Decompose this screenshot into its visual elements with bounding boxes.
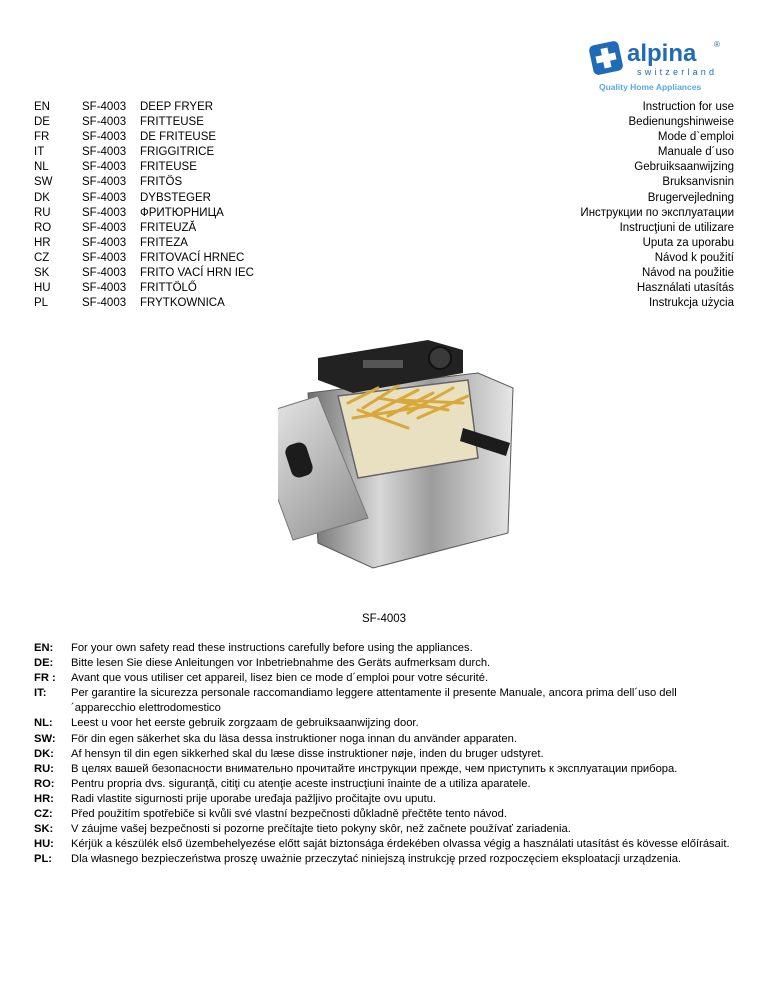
safety-note	[34, 837, 734, 852]
product-name: ФРИТЮРНИЦА	[140, 206, 224, 219]
note-text: Per garantire la sicurezza personale raccomandiamo leggere attentamente il presente Manuale, ancora prima dell´uso dell´apparecchio elettrodomestico	[71, 687, 677, 715]
safety-note	[34, 792, 734, 807]
note-language-code: HU:	[34, 838, 54, 851]
note-text: Leest u voor het eerste gebruik zorgzaam de gebruiksaanwijzing door.	[71, 717, 419, 730]
language-code: IT	[34, 146, 45, 159]
language-code: PL	[34, 297, 49, 310]
manual-title: Инструкции по эксплуатации	[580, 206, 734, 219]
model-number: SF-4003	[82, 146, 127, 159]
manual-title: Bruksanvisnin	[662, 176, 734, 189]
brand-name: alpina	[627, 40, 697, 67]
product-name: FRITEUZĂ	[140, 221, 197, 234]
model-number: SF-4003	[82, 236, 127, 249]
safety-note	[34, 852, 734, 867]
note-text: Dla własnego bezpieczeństwa proszę uważnie przeczytać niniejszą instrukcję przed rozpoczęciem eksploatacji urządzenia.	[71, 853, 682, 866]
model-number: SF-4003	[82, 161, 127, 174]
product-name: FRITO VACÍ HRN IEC	[140, 267, 254, 280]
manual-title: Brugervejledning	[647, 191, 734, 204]
language-code: SK	[34, 267, 50, 280]
safety-note	[34, 732, 734, 747]
language-code: RU	[34, 206, 51, 219]
safety-note	[34, 686, 734, 716]
safety-note	[34, 747, 734, 762]
safety-note	[34, 822, 734, 837]
registered-mark: ®	[714, 40, 720, 49]
manual-title: Instrucţiuni de utilizare	[619, 221, 734, 234]
model-number: SF-4003	[82, 176, 127, 189]
language-code: SW	[34, 176, 53, 189]
model-number: SF-4003	[82, 116, 127, 129]
safety-note	[34, 641, 734, 656]
note-text: В целях вашей безопасности внимательно прочитайте инструкции прежде, чем приступить к эксплуатации прибора.	[71, 762, 678, 775]
safety-note	[34, 671, 734, 686]
language-row	[34, 100, 734, 115]
product-name: DE FRITEUSE	[140, 131, 217, 144]
safety-note	[34, 777, 734, 792]
manual-title: Instruction for use	[642, 101, 734, 113]
note-language-code: CZ:	[34, 808, 53, 821]
note-text: For your own safety read these instructions carefully before using the appliances.	[71, 642, 473, 654]
language-row	[34, 130, 734, 145]
language-row	[34, 296, 734, 311]
brand-sub: switzerland	[637, 67, 718, 77]
language-row	[34, 115, 734, 130]
model-number: SF-4003	[82, 131, 127, 144]
language-code: FR	[34, 131, 50, 144]
language-row	[34, 281, 734, 296]
manual-title: Bedienungshinweise	[628, 116, 734, 129]
note-language-code: FR :	[34, 672, 56, 685]
note-language-code: DK:	[34, 747, 54, 760]
note-text: Af hensyn til din egen sikkerhed skal du læse disse instruktioner nøje, inden du bruger udstyret.	[71, 747, 544, 760]
note-text: Radi vlastite sigurnosti prije uporabe uređaja pažljivo pročitajte ovu uputu.	[71, 792, 437, 805]
language-table	[34, 100, 734, 311]
manual-title: Instrukcja użycia	[648, 297, 734, 310]
model-number: SF-4003	[82, 251, 127, 264]
language-row	[34, 206, 734, 221]
language-row	[34, 251, 734, 266]
language-code: CZ	[34, 251, 50, 264]
note-language-code: NL:	[34, 717, 53, 730]
model-number: SF-4003	[82, 297, 127, 310]
manual-title: Návod k použití	[654, 251, 734, 264]
safety-note	[34, 716, 734, 731]
model-number: SF-4003	[82, 206, 127, 219]
note-language-code: SK:	[34, 823, 54, 836]
safety-notes	[34, 641, 734, 867]
swiss-cross-icon	[588, 40, 624, 76]
note-text: Před použitím spotřebiče si kvůli své vlastní bezpečnosti důkladně přečtěte tento návod.	[71, 808, 507, 821]
product-name: FRITTEUSE	[140, 116, 204, 129]
note-text: V záujme vašej bezpečnosti si pozorne prečítajte tieto pokyny skôr, než začnete používať zariadenia.	[71, 823, 571, 836]
language-code: EN	[34, 101, 50, 113]
language-code: HR	[34, 236, 51, 249]
language-code: NL	[34, 161, 49, 174]
note-text: För din egen säkerhet ska du läsa dessa instruktioner noga innan du använder apparaten.	[71, 732, 517, 745]
language-code: DE	[34, 116, 50, 129]
language-code: HU	[34, 282, 51, 295]
language-row	[34, 191, 734, 206]
safety-note	[34, 656, 734, 671]
manual-title: Manuale d´uso	[657, 146, 734, 159]
language-row	[34, 266, 734, 281]
product-name: FRIGGITRICE	[140, 146, 215, 159]
safety-note	[34, 762, 734, 777]
language-row	[34, 145, 734, 160]
note-language-code: DE:	[34, 657, 54, 670]
model-number: SF-4003	[82, 267, 127, 280]
language-row	[34, 236, 734, 251]
note-language-code: EN:	[34, 642, 54, 654]
note-text: Kérjük a készülék első üzembehelyezése előtt saját biztonsága érdekében olvassa végig a használati utasítást és kövesse előírásait.	[71, 838, 730, 851]
language-code: DK	[34, 191, 50, 204]
note-language-code: HR:	[34, 792, 54, 805]
product-name: FRITEZA	[140, 236, 188, 249]
product-name: FRYTKOWNICA	[140, 297, 225, 310]
note-language-code: RU:	[34, 762, 54, 775]
language-row	[34, 175, 734, 190]
note-language-code: SW:	[34, 732, 56, 745]
note-text: Avant que vous utiliser cet appareil, lisez bien ce mode d´emploi pour votre sécurité.	[71, 672, 489, 685]
product-caption: SF-4003	[361, 613, 407, 625]
language-row	[34, 221, 734, 236]
note-language-code: PL:	[34, 853, 53, 866]
product-name: FRITOVACÍ HRNEC	[140, 251, 245, 264]
product-name: FRITTÖLŐ	[140, 282, 197, 295]
product-name: FRITÖS	[140, 176, 183, 189]
note-language-code: IT:	[34, 687, 47, 700]
note-text: Bitte lesen Sie diese Anleitungen vor Inbetriebnahme des Geräts aufmerksam durch.	[71, 657, 491, 670]
brand-tagline: Quality Home Appliances	[599, 82, 702, 92]
model-number: SF-4003	[82, 282, 127, 295]
product-name: DEEP FRYER	[140, 101, 214, 113]
manual-title: Uputa za uporabu	[642, 236, 734, 249]
language-code: RO	[34, 221, 52, 234]
note-text: Pentru propria dvs. siguranţă, citiţi cu atenţie aceste instrucţiuni înainte de a utiliza aparatele.	[71, 777, 531, 790]
note-language-code: RO:	[34, 777, 55, 790]
language-row	[34, 160, 734, 175]
product-name: DYBSTEGER	[140, 191, 211, 204]
manual-title: Használati utasítás	[636, 282, 734, 295]
product-name: FRITEUSE	[140, 161, 197, 174]
model-number: SF-4003	[82, 191, 127, 204]
manual-title: Mode d`emploi	[657, 131, 734, 144]
model-number: SF-4003	[82, 221, 127, 234]
manual-title: Gebruiksaanwijzing	[634, 161, 734, 174]
deep-fryer-image	[278, 318, 540, 580]
model-number: SF-4003	[82, 101, 127, 113]
safety-note	[34, 807, 734, 822]
manual-title: Návod na použitie	[641, 267, 734, 280]
alpina-logo	[583, 33, 730, 95]
